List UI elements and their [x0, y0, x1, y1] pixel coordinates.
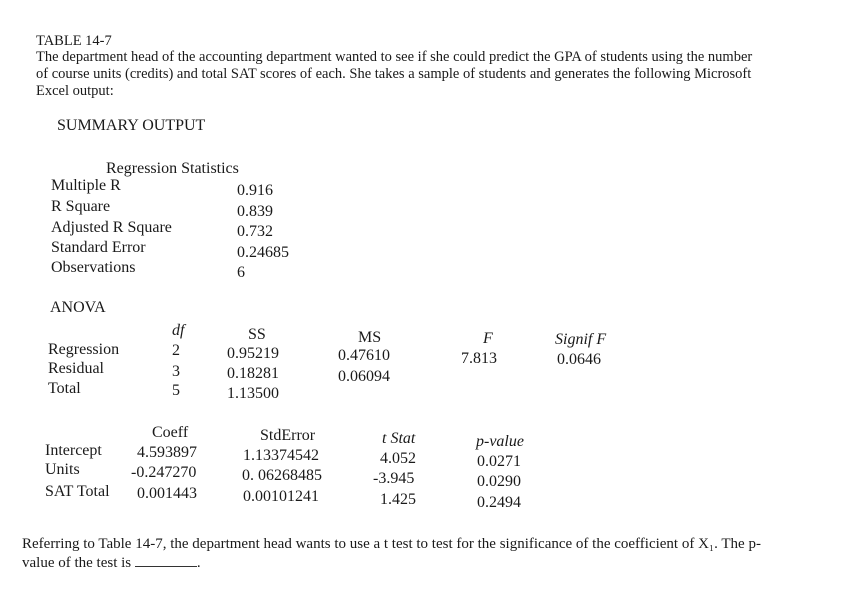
coef-intercept-coeff: 4.593897 — [137, 444, 197, 461]
coef-row-label-sat-total: SAT Total — [45, 483, 110, 500]
anova-row-label-regression: Regression — [48, 341, 120, 358]
coef-col-t-stat: t Stat — [382, 430, 416, 447]
coef-row-label-intercept: Intercept — [45, 442, 102, 459]
coef-sat-total-stderror: 0.00101241 — [243, 488, 319, 505]
stat-value-r-square: 0.839 — [237, 203, 273, 220]
question-line-2-end: . — [196, 555, 201, 571]
anova-regression-df: 2 — [172, 342, 180, 359]
intro-line-3: Excel output: — [36, 83, 114, 99]
stat-label-observations: Observations — [51, 259, 136, 276]
anova-total-df: 5 — [172, 382, 180, 399]
regression-statistics-heading: Regression Statistics — [106, 160, 239, 177]
coef-col-p-value: p-value — [476, 433, 524, 450]
stat-value-standard-error: 0.24685 — [237, 244, 289, 261]
coef-units-stderror: 0. 06268485 — [242, 467, 322, 484]
coef-sat-total-coeff: 0.001443 — [137, 485, 197, 502]
anova-col-ms: MS — [358, 329, 382, 346]
question-line-2-text: value of the test is — [22, 555, 132, 571]
anova-col-signif-f: Signif F — [555, 331, 607, 348]
stat-value-observations: 6 — [237, 264, 245, 281]
stat-label-multiple-r: Multiple R — [51, 177, 121, 194]
coef-units-p-value: 0.0290 — [477, 473, 521, 490]
anova-total-ss: 1.13500 — [227, 385, 279, 402]
anova-regression-ms: 0.47610 — [338, 347, 390, 364]
answer-blank — [135, 553, 197, 567]
stat-value-adjusted-r-square: 0.732 — [237, 223, 273, 240]
intro-line-2: of course units (credits) and total SAT scores of each. She takes a sample of students and generates the following Microsoft — [36, 66, 752, 82]
anova-col-ss: SS — [248, 326, 266, 343]
anova-col-df: df — [172, 322, 185, 339]
coef-intercept-t-stat: 4.052 — [380, 450, 416, 467]
stat-label-r-square: R Square — [51, 198, 111, 215]
coef-intercept-stderror: 1.13374542 — [243, 447, 319, 464]
stat-label-adjusted-r-square: Adjusted R Square — [51, 219, 172, 236]
anova-row-label-total: Total — [48, 380, 81, 397]
anova-col-f: F — [483, 330, 493, 347]
coef-col-coeff: Coeff — [152, 424, 189, 441]
coef-row-label-units: Units — [45, 461, 80, 478]
anova-row-label-residual: Residual — [48, 360, 104, 377]
anova-residual-ss: 0.18281 — [227, 365, 279, 382]
intro-line-1: The department head of the accounting department wanted to see if she could predict the GPA of students using the number — [36, 49, 753, 65]
coef-intercept-p-value: 0.0271 — [477, 453, 521, 470]
stat-label-standard-error: Standard Error — [51, 239, 146, 256]
anova-regression-signif-f: 0.0646 — [557, 351, 601, 368]
question-line-2 — [22, 553, 201, 571]
coef-units-coeff: -0.247270 — [131, 464, 197, 481]
coef-sat-total-p-value: 0.2494 — [477, 494, 521, 511]
coef-col-stderror: StdError — [260, 427, 316, 444]
anova-regression-f: 7.813 — [461, 350, 497, 367]
anova-residual-ms: 0.06094 — [338, 368, 390, 385]
stat-value-multiple-r: 0.916 — [237, 182, 273, 199]
anova-residual-df: 3 — [172, 363, 180, 380]
question-line-1: Referring to Table 14-7, the department head wants to use a t test to test for the significance of the coefficient of X₁. The p- — [22, 536, 761, 552]
coef-sat-total-t-stat: 1.425 — [380, 491, 416, 508]
anova-regression-ss: 0.95219 — [227, 345, 279, 362]
table-label: TABLE 14-7 — [36, 33, 112, 49]
summary-output-title: SUMMARY OUTPUT — [57, 117, 206, 134]
coef-units-t-stat: -3.945 — [373, 470, 415, 487]
anova-heading: ANOVA — [50, 299, 106, 316]
